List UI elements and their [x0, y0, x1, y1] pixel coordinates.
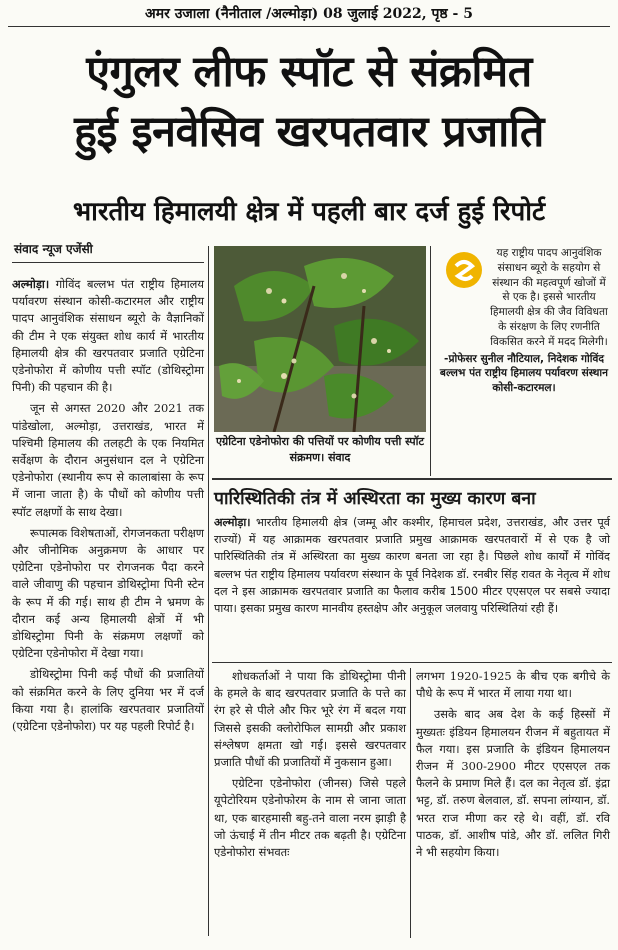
byline-rule — [12, 262, 204, 263]
box-bottom-rule — [212, 662, 612, 663]
col2-paragraph-1: शोधकर्ताओं ने पाया कि डोथिस्ट्रोमा पीनी के हमले के बाद खरपतवार प्रजाति के पत्ते का रंग हरे से पीले और फिर भूरे रंग में बदल गया जिससे इसकी क्लोरोफिल सामग्री और प्रकाश संश्लेषण क्षमता खो गई। इससे खरपतवार प्रजाति पौधों की प्रजातियों में नुकसान हुआ। — [214, 669, 406, 770]
col2-paragraph-2: एग्रेटिना एडेनोफोरा (जीनस) जिसे पहले यूपेटोरियम एडेनोफोरम के नाम से जाना जाता था, एक बारहमासी बहु-तने वाला नरम झाड़ी है जो ऊंचाई में तीन मीटर तक बढ़ती है। एग्रेटिना एडेनोफोरा संभवतः — [214, 776, 406, 860]
article-column-2 — [214, 668, 406, 865]
byline: संवाद न्यूज एजेंसी — [14, 242, 93, 256]
dateline: अल्मोड़ा। — [12, 277, 50, 291]
article-column-1 — [12, 276, 204, 739]
col1-p1-text: गोविंद बल्लभ पंत राष्ट्रीय हिमालय पर्यावरण संस्थान कोसी-कटारमल और राष्ट्रीय पादप आनुवंशिक संसाधन ब्यूरो के वैज्ञानिकों की टीम ने एक संयुक्त शोध कार्य में भारतीय हिमालयी क्षेत्र की खरपतवार प्रजाति एग्रेटिना एडेनोफोरा में कोणीय पत्ती स्पॉट (डोथिस्ट्रोमा पिनी) की पहचान की है। — [12, 277, 204, 395]
col1-paragraph-4: डोथिस्ट्रोमा पिनी कई पौधों की प्रजातियों को संक्रमित करने के लिए दुनिया भर में दर्ज किया गया है। हालांकि खरपतवार प्रजातियों (एग्रेटिना एडेनोफोरा) पर यह पहली रिपोर्ट है। — [12, 667, 204, 734]
box-text — [214, 514, 610, 617]
col1-paragraph-2: जून से अगस्त 2020 और 2021 तक पांडेखोला, अल्मोड़ा, उत्तराखंड, भारत में पश्चिमी हिमालय की तलहटी के एक नियमित सर्वेक्षण के दौरान अनुसंधान दल ने एग्रेटिना एडेनोफोरा (स्थानीय रूप से कालाबांसा के रूप में जाना जाता है) के पौधों को कोणीय पत्ती स्पॉट लक्षणों के साथ देखा। — [12, 401, 204, 519]
box-top-rule — [212, 478, 612, 480]
headline-line-2: हुई इनवेसिव खरपतवार प्रजाति — [74, 107, 544, 157]
masthead-rule — [8, 26, 610, 27]
col3-paragraph-1: लगभग 1920-1925 के बीच एक बगीचे के पौधे के रूप में भारत में लाया गया था। — [416, 669, 610, 701]
quote-box — [438, 246, 610, 396]
quote-text: यह राष्ट्रीय पादप आनुवंशिक संसाधन ब्यूरो के सहयोग से संस्थान की महत्वपूर्ण खोजों में से एक है। इससे भारतीय हिमालयी क्षेत्र की जैव विविधता के संरक्षण के लिए रणनीति विकसित करने में मदद मिलेगी। — [490, 247, 608, 348]
article-column-3 — [416, 668, 610, 865]
headline-line-1: एंगुलर लीफ स्पॉट से संक्रमित — [86, 47, 532, 97]
leaf-photo — [214, 246, 426, 432]
photo-caption: एग्रेटिना एडेनोफोरा की पत्तियों पर कोणीय पत्ती स्पॉट संक्रमण। संवाद — [215, 435, 425, 464]
column-divider-1 — [208, 246, 209, 936]
column-divider-2 — [410, 668, 411, 938]
quote-author: -प्रोफेसर सुनील नौटियाल, निदेशक गोविंद बल्लभ पंत राष्ट्रीय हिमालय पर्यावरण संस्थान कोसी-कटारमल। — [439, 352, 609, 395]
leaf-photo-illustration — [214, 246, 426, 432]
col3-paragraph-2: उसके बाद अब देश के कई हिस्सों में मुख्यतः इंडियन हिमालयन रीजन में बहुतायत में फैल गया। इस प्रजाति के इंडियन हिमालयन रीजन में 300-2900 मीटर एएसएल तक फैलने के प्रमाण मिले हैं। दल का नेतृत्व डॉ. इंद्रा भट्ट, डॉ. तरुण बेलवाल, डॉ. सपना लांग्यान, डॉ. भरत राज मीणा कर रहे थे। वहीं, डॉ. रवि पाठक, डॉ. आशीष पांडे, और डॉ. ललित गिरी ने भी सहयोग किया। — [416, 707, 610, 860]
subheadline: भारतीय हिमालयी क्षेत्र में पहली बार दर्ज हुई रिपोर्ट — [72, 197, 546, 227]
col1-paragraph-1 — [12, 276, 204, 396]
box-heading: पारिस्थितिकी तंत्र में अस्थिरता का मुख्य कारण बना — [214, 489, 536, 509]
masthead: अमर उजाला (नैनीताल /अल्मोड़ा) 08 जुलाई 2022, पृष्ठ - 5 — [145, 6, 473, 22]
col1-paragraph-3: रूपात्मक विशेषताओं, रोगजनकता परीक्षण और जीनोमिक अनुक्रमण के आधार पर एग्रेटिना एडेनोफोरा पर रोगजनक पैदा करने वाले जीवाणु की पहचान डोथिस्ट्रोमा पिनी स्टेन के रूप में की गई। साथ ही टीम ने भ्रमण के दौरान कई अन्य हिमालयी क्षेत्रों में भी डोथिस्ट्रोमा पिनी के संक्रमण लक्षणों को एग्रेटिना एडेनोफोरा में देखा गया। — [12, 525, 204, 661]
column-divider-quote — [430, 246, 431, 476]
box-body: भारतीय हिमालयी क्षेत्र (जम्मू और कश्मीर, हिमाचल प्रदेश, उत्तराखंड, और उत्तर पूर्व राज्यों) में यह आक्रामक खरपतवार प्रजाति प्रमुख आक्रामक खरपतवारों में से एक है जो पारिस्थितिकी तंत्र में अस्थिरता का मुख्य कारण बनता जा रहा है। पिछले शोध कार्यों में गोविंद बल्लभ पंत राष्ट्रीय हिमालय पर्यावरण संस्थान के पूर्व निदेशक डॉ. रनबीर सिंह रावत के नेतृत्व में शोध दल ने इस आक्रामक खरपतवार प्रजाति का फैलाव करीब 1500 मीटर एएसएल पर सबसे ज्यादा पाया। इसका प्रमुख कारण मानवीय हस्तक्षेप और अनुकूल जलवायु परिस्थितियां रही हैं। — [214, 516, 610, 616]
box-dateline: अल्मोड़ा। — [214, 516, 251, 529]
